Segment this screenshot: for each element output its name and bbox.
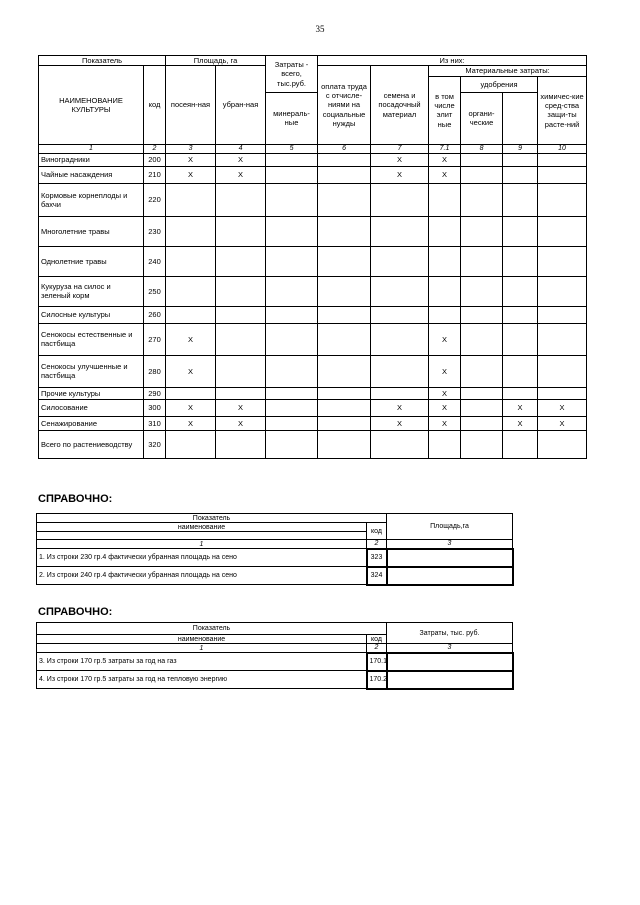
row-code: 324 [367, 567, 387, 585]
value-cell-c7[interactable]: X [371, 166, 429, 183]
value-cell-c5[interactable] [266, 216, 318, 246]
value-cell-c4[interactable] [216, 216, 266, 246]
value-cell-c10[interactable] [538, 323, 587, 355]
value-cell-c9[interactable] [503, 323, 538, 355]
value-cell-c5[interactable] [266, 306, 318, 323]
value-cell-c10[interactable] [538, 183, 587, 216]
header-mineral: минераль-ные [266, 92, 318, 144]
value-cell-c8[interactable] [461, 430, 503, 458]
value-cell-c71[interactable] [429, 306, 461, 323]
code-cell: 290 [144, 387, 166, 399]
table-row [39, 216, 587, 246]
crop-name-cell: Прочие культуры [39, 387, 144, 399]
table-row [39, 323, 587, 355]
header-elite: в том числе элит ные [429, 76, 461, 144]
crop-name-cell: Виноградники [39, 153, 144, 166]
row-label: 3. Из строки 170 гр.5 затраты за год на газ [37, 653, 367, 671]
crop-name-cell: Чайные насаждения [39, 166, 144, 183]
reference-title-1: СПРАВОЧНО: [38, 493, 113, 505]
row-label: 1. Из строки 230 гр.4 фактически убранная площадь на сено [37, 549, 367, 567]
value-cell-c6[interactable] [318, 246, 371, 276]
col-number: 7.1 [429, 144, 461, 153]
value-cell-c8[interactable] [461, 416, 503, 430]
row-code: 323 [367, 549, 387, 567]
row-value-field[interactable] [387, 653, 513, 671]
value-cell-c10[interactable] [538, 166, 587, 183]
col-number: 9 [503, 144, 538, 153]
ref1-header-name: наименование [37, 523, 367, 532]
value-cell-c10[interactable] [538, 306, 587, 323]
value-cell-c3[interactable] [166, 387, 216, 399]
value-cell-c3[interactable] [166, 430, 216, 458]
ref1-col-number: 2 [367, 540, 387, 549]
value-cell-c4[interactable]: X [216, 166, 266, 183]
header-area-group: Площадь, га [166, 56, 266, 66]
table-row [39, 387, 587, 399]
col-number: 1 [39, 144, 144, 153]
value-cell-c7[interactable] [371, 430, 429, 458]
value-cell-c10[interactable]: X [538, 399, 587, 416]
value-cell-c5[interactable] [266, 246, 318, 276]
value-cell-c7[interactable] [371, 276, 429, 306]
value-cell-c3[interactable]: X [166, 399, 216, 416]
value-cell-c3[interactable]: X [166, 166, 216, 183]
value-cell-c71[interactable]: X [429, 399, 461, 416]
value-cell-c4[interactable] [216, 430, 266, 458]
value-cell-c8[interactable] [461, 246, 503, 276]
value-cell-c10[interactable] [538, 276, 587, 306]
table-row [37, 549, 513, 567]
crop-name-cell: Сенокосы улучшенные и пастбища [39, 355, 144, 387]
col-number: 7 [371, 144, 429, 153]
value-cell-c71[interactable]: X [429, 387, 461, 399]
value-cell-c5[interactable] [266, 323, 318, 355]
crop-name-cell: Однолетние травы [39, 246, 144, 276]
crop-name-cell: Всего по растениеводству [39, 430, 144, 458]
crop-name-cell: Сенокосы естественные и пастбища [39, 323, 144, 355]
value-cell-c8[interactable] [461, 153, 503, 166]
code-cell: 280 [144, 355, 166, 387]
ref1-col-number: 3 [387, 540, 513, 549]
crop-name-cell: Силосные культуры [39, 306, 144, 323]
column-numbers-row [39, 144, 587, 153]
reference-title-2: СПРАВОЧНО: [38, 606, 113, 618]
col-number: 6 [318, 144, 371, 153]
value-cell-c71[interactable] [429, 430, 461, 458]
crop-name-cell: Сенажирование [39, 416, 144, 430]
value-cell-c4[interactable] [216, 387, 266, 399]
value-cell-c4[interactable] [216, 355, 266, 387]
value-cell-c71[interactable] [429, 276, 461, 306]
header-labor-pay: оплата труда с отчисле-ниями на социальные нужды [318, 66, 371, 144]
value-cell-c5[interactable] [266, 183, 318, 216]
row-code: 170.1 [367, 653, 387, 671]
value-cell-c10[interactable] [538, 387, 587, 399]
col-number: 5 [266, 144, 318, 153]
value-cell-c7[interactable] [371, 306, 429, 323]
value-cell-c4[interactable]: X [216, 153, 266, 166]
table-row [39, 276, 587, 306]
value-cell-c10[interactable] [538, 153, 587, 166]
ref2-col-number: 3 [387, 644, 513, 653]
table-row [37, 653, 513, 671]
ref2-header-name: наименование [37, 635, 367, 644]
value-cell-c10[interactable]: X [538, 416, 587, 430]
row-label: 2. Из строки 240 гр.4 фактически убранная площадь на сено [37, 567, 367, 585]
value-cell-c8[interactable] [461, 323, 503, 355]
code-cell: 260 [144, 306, 166, 323]
code-cell: 270 [144, 323, 166, 355]
value-cell-c3[interactable] [166, 276, 216, 306]
value-cell-c3[interactable]: X [166, 416, 216, 430]
value-cell-c7[interactable] [371, 355, 429, 387]
value-cell-c10[interactable] [538, 246, 587, 276]
value-cell-c9[interactable] [503, 183, 538, 216]
value-cell-c3[interactable] [166, 216, 216, 246]
crop-name-cell: Многолетние травы [39, 216, 144, 246]
ref1-header-code: код [367, 523, 387, 540]
code-cell: 320 [144, 430, 166, 458]
value-cell-c8[interactable] [461, 355, 503, 387]
code-cell: 230 [144, 216, 166, 246]
value-cell-c6[interactable] [318, 183, 371, 216]
value-cell-c8[interactable] [461, 399, 503, 416]
row-value-field[interactable] [387, 567, 513, 585]
value-cell-c71[interactable]: X [429, 153, 461, 166]
value-cell-c6[interactable] [318, 323, 371, 355]
value-cell-c4[interactable]: X [216, 399, 266, 416]
value-cell-c6[interactable] [318, 430, 371, 458]
value-cell-c8[interactable] [461, 166, 503, 183]
value-cell-c6[interactable] [318, 399, 371, 416]
value-cell-c5[interactable] [266, 276, 318, 306]
table-row [39, 430, 587, 458]
value-cell-c6[interactable] [318, 416, 371, 430]
value-cell-c6[interactable] [318, 387, 371, 399]
value-cell-c4[interactable] [216, 306, 266, 323]
value-cell-c71[interactable]: X [429, 355, 461, 387]
row-code: 170.2 [367, 671, 387, 689]
value-cell-c7[interactable] [371, 323, 429, 355]
col-number: 3 [166, 144, 216, 153]
reference-table-area [36, 513, 514, 586]
code-cell: 200 [144, 153, 166, 166]
col-number: 8 [461, 144, 503, 153]
table-row [37, 567, 513, 585]
value-cell-c9[interactable] [503, 153, 538, 166]
code-cell: 250 [144, 276, 166, 306]
ref2-col-number: 1 [37, 644, 367, 653]
value-cell-c8[interactable] [461, 276, 503, 306]
value-cell-c10[interactable] [538, 355, 587, 387]
value-cell-c6[interactable] [318, 166, 371, 183]
row-label: 4. Из строки 170 гр.5 затраты за год на тепловую энергию [37, 671, 367, 689]
value-cell-c4[interactable]: X [216, 416, 266, 430]
value-cell-c3[interactable] [166, 183, 216, 216]
table-row [39, 183, 587, 216]
value-cell-c4[interactable] [216, 183, 266, 216]
crop-name-cell: Кукуруза на силос и зеленый корм [39, 276, 144, 306]
value-cell-c6[interactable] [318, 216, 371, 246]
value-cell-c6[interactable] [318, 153, 371, 166]
value-cell-c3[interactable] [166, 246, 216, 276]
ref1-header-pokazatel: Показатель [37, 514, 387, 523]
value-cell-c7[interactable] [371, 183, 429, 216]
value-cell-c4[interactable] [216, 246, 266, 276]
ref2-header-code: код [367, 635, 387, 644]
value-cell-c9[interactable] [503, 276, 538, 306]
table-row [39, 246, 587, 276]
header-chemical: химичес-кие сред-ства защи-ты расте-ний [538, 76, 587, 144]
value-cell-c6[interactable] [318, 306, 371, 323]
value-cell-c5[interactable] [266, 430, 318, 458]
value-cell-c5[interactable] [266, 153, 318, 166]
table-row [39, 153, 587, 166]
col-number: 2 [144, 144, 166, 153]
header-pokazatel: Показатель [39, 56, 166, 66]
value-cell-c3[interactable]: X [166, 355, 216, 387]
value-cell-c7[interactable] [371, 246, 429, 276]
value-cell-c4[interactable] [216, 276, 266, 306]
value-cell-c8[interactable] [461, 387, 503, 399]
value-cell-c9[interactable] [503, 430, 538, 458]
code-cell: 240 [144, 246, 166, 276]
crop-costs-table [38, 55, 587, 459]
value-cell-c7[interactable]: X [371, 399, 429, 416]
value-cell-c7[interactable]: X [371, 416, 429, 430]
value-cell-c6[interactable] [318, 276, 371, 306]
value-cell-c8[interactable] [461, 183, 503, 216]
value-cell-c5[interactable] [266, 399, 318, 416]
value-cell-c7[interactable]: X [371, 153, 429, 166]
row-value-field[interactable] [387, 671, 513, 689]
value-cell-c9[interactable] [503, 387, 538, 399]
table-row [37, 671, 513, 689]
code-cell: 220 [144, 183, 166, 216]
ref2-header-pokazatel: Показатель [37, 623, 387, 635]
value-cell-c8[interactable] [461, 306, 503, 323]
row-value-field[interactable] [387, 549, 513, 567]
header-costs-total: Затраты - всего, тыс.руб. [266, 56, 318, 93]
ref1-col-number: 1 [37, 540, 367, 549]
header-fertilizers: удобрения [461, 76, 538, 92]
header-material-costs: Материальные затраты: [429, 66, 587, 76]
value-cell-c71[interactable] [429, 183, 461, 216]
value-cell-c3[interactable] [166, 306, 216, 323]
value-cell-c3[interactable]: X [166, 323, 216, 355]
code-cell: 310 [144, 416, 166, 430]
value-cell-c6[interactable] [318, 355, 371, 387]
value-cell-c10[interactable] [538, 216, 587, 246]
ref2-col-number: 2 [367, 644, 387, 653]
table-row [39, 416, 587, 430]
page-number: 35 [315, 24, 325, 34]
table-row [39, 355, 587, 387]
value-cell-c5[interactable] [266, 387, 318, 399]
value-cell-c4[interactable] [216, 323, 266, 355]
value-cell-c71[interactable]: X [429, 166, 461, 183]
value-cell-c9[interactable] [503, 246, 538, 276]
header-sown: посеян-ная [166, 66, 216, 144]
value-cell-c9[interactable]: X [503, 399, 538, 416]
ref2-header-value: Затраты, тыс. руб. [387, 623, 513, 644]
code-cell: 300 [144, 399, 166, 416]
value-cell-c9[interactable] [503, 355, 538, 387]
header-seeds: семена и посадочный материал [371, 66, 429, 144]
value-cell-c9[interactable] [503, 166, 538, 183]
crop-name-cell: Силосование [39, 399, 144, 416]
col-number: 10 [538, 144, 587, 153]
value-cell-c7[interactable] [371, 216, 429, 246]
value-cell-c71[interactable] [429, 216, 461, 246]
value-cell-c5[interactable] [266, 416, 318, 430]
code-cell: 210 [144, 166, 166, 183]
ref1-header-value: Площадь,га [387, 514, 513, 540]
col-number: 4 [216, 144, 266, 153]
value-cell-c5[interactable] [266, 355, 318, 387]
table-row [39, 306, 587, 323]
value-cell-c3[interactable]: X [166, 153, 216, 166]
value-cell-c9[interactable] [503, 216, 538, 246]
value-cell-c5[interactable] [266, 166, 318, 183]
header-harvested: убран-ная [216, 66, 266, 144]
header-iz-nih: Из них: [318, 56, 587, 66]
value-cell-c7[interactable] [371, 387, 429, 399]
header-organic: органи-ческие [461, 92, 503, 144]
crop-name-cell: Кормовые корнеплоды и бахчи [39, 183, 144, 216]
value-cell-c71[interactable] [429, 246, 461, 276]
header-crop-name: НАИМЕНОВАНИЕ КУЛЬТУРЫ [39, 66, 144, 144]
value-cell-c10[interactable] [538, 430, 587, 458]
value-cell-c8[interactable] [461, 216, 503, 246]
reference-table-costs [36, 622, 514, 690]
value-cell-c71[interactable]: X [429, 416, 461, 430]
table-row [39, 399, 587, 416]
header-code: код [144, 66, 166, 144]
value-cell-c9[interactable]: X [503, 416, 538, 430]
value-cell-c71[interactable]: X [429, 323, 461, 355]
table-row [39, 166, 587, 183]
value-cell-c9[interactable] [503, 306, 538, 323]
